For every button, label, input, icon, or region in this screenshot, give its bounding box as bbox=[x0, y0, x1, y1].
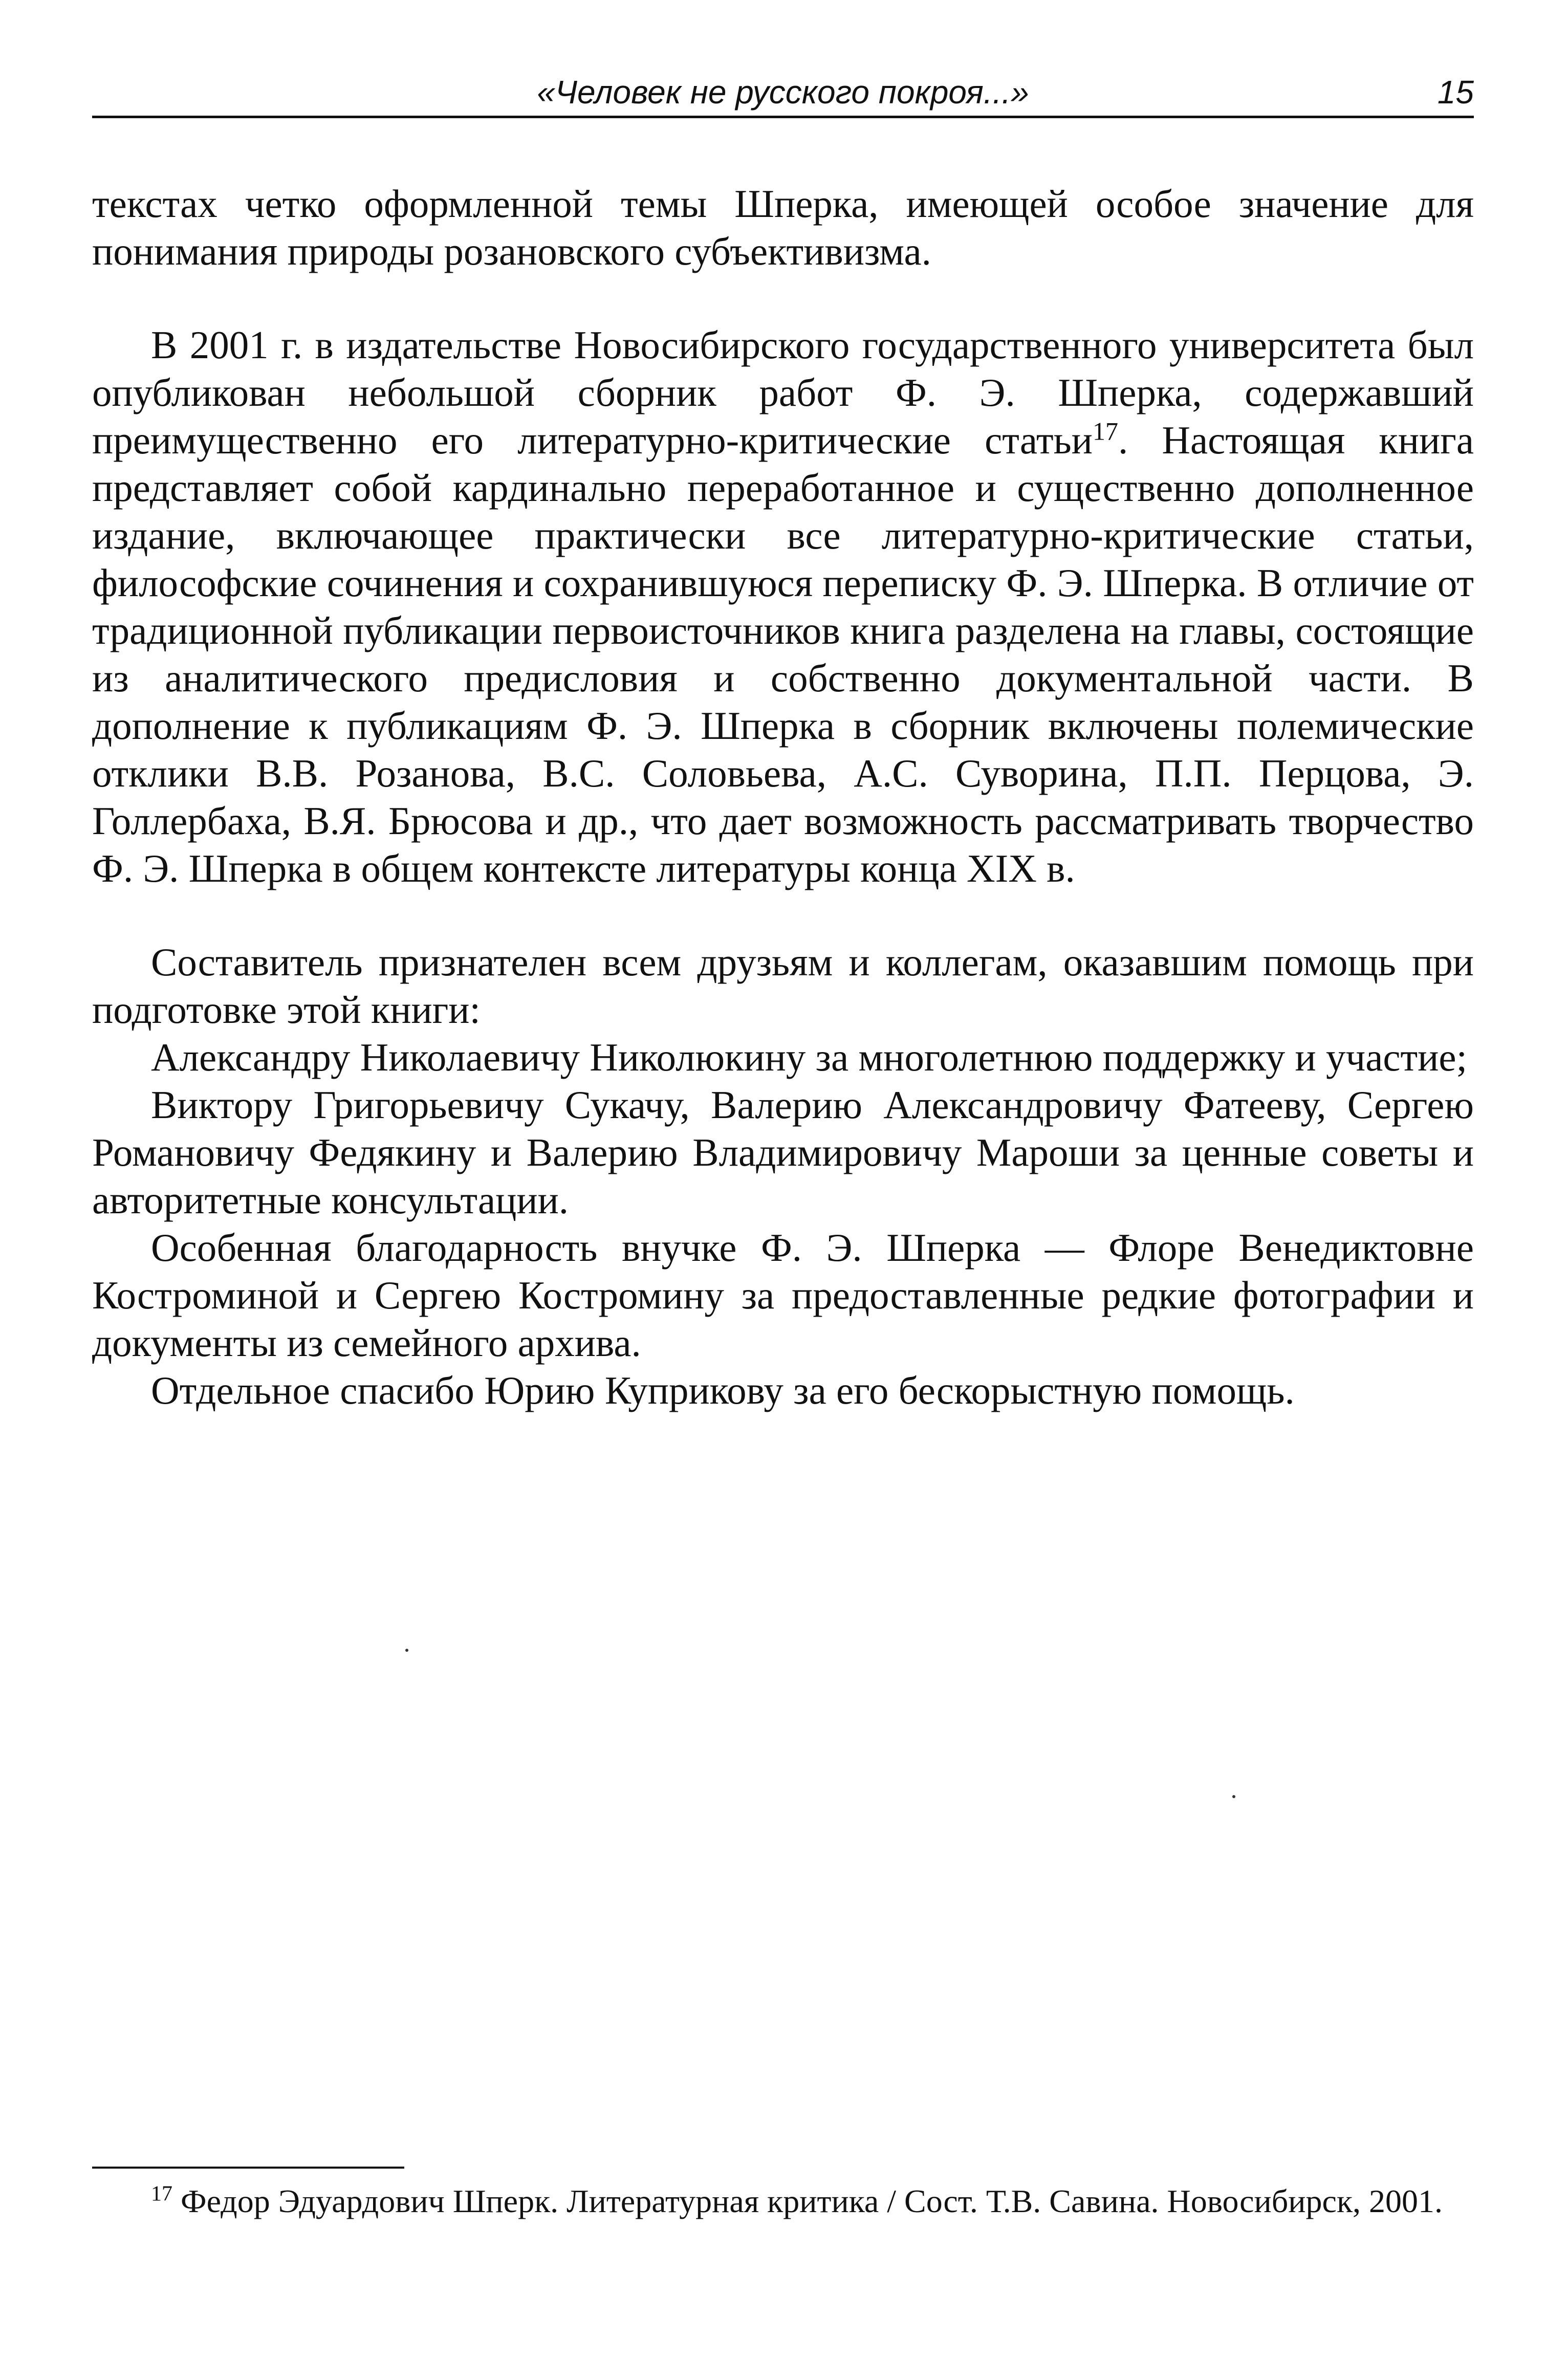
paragraph-text: . Настоящая книга представляет собой кардинально переработанное и существенно дополненное издание, включающее практически все литературно-критические статьи, философские сочинения и сохранившуюся переписку Ф. Э. Шперка. В отличие от традиционной публикации первоисточников книга разделена на главы, состоящие из аналитического предисловия и собственно документальной части. В дополнение к публикациям Ф. Э. Шперка в сборник включены полемические отклики В.В. Розанова, В.С. Соловьева, А.С. Суворина, П.П. Перцова, Э. Голлербаха, В.Я. Брюсова и др., что дает возможность рассматривать творчество Ф. Э. Шперка в общем контексте литературы конца XIX в. bbox=[92, 418, 1474, 890]
footnote-text: Федор Эдуардович Шперк. Литературная критика / Сост. Т.В. Савина. Новосибирск, 2001. bbox=[172, 2183, 1443, 2219]
paragraph-acknowledgement: Александру Николаевичу Николюкину за многолетнюю поддержку и участие; bbox=[151, 1035, 1467, 1079]
paragraph-publication-history bbox=[92, 321, 1474, 892]
paragraph-acknowledgement: Виктору Григорьевичу Сукачу, Валерию Александровичу Фатееву, Сергею Романовичу Федякину и Валерию Владимировичу Мароши за ценные советы и авторитетные консультации. bbox=[92, 1083, 1474, 1222]
paragraph-acknowledgement-intro: Составитель признателен всем друзьям и коллегам, оказавшим помощь при подготовке этой книги: bbox=[92, 940, 1474, 1032]
page-number: 15 bbox=[1437, 74, 1474, 111]
running-title: «Человек не русского покроя...» bbox=[537, 74, 1029, 111]
body-text bbox=[92, 180, 1474, 1414]
footnote-reference: 17 bbox=[1093, 417, 1119, 446]
paragraph-acknowledgement: Отдельное спасибо Юрию Куприкову за его бескорыстную помощь. bbox=[151, 1368, 1295, 1412]
paragraph-text: В 2001 г. в издательстве Новосибирского государственного университета был опубликован небольшой сборник работ Ф. Э. Шперка, содержавший преимущественно его литературно-критические статьи bbox=[92, 323, 1474, 462]
paragraph-acknowledgement: Особенная благодарность внучке Ф. Э. Шперка — Флоре Венедиктовне Костроминой и Сергею Костромину за предоставленные редкие фотографии и документы из семейного архива. bbox=[92, 1226, 1474, 1365]
footnote bbox=[92, 2179, 1474, 2224]
header-rule bbox=[92, 116, 1474, 118]
running-head bbox=[92, 67, 1474, 118]
print-speck bbox=[405, 1649, 408, 1652]
footnote-number: 17 bbox=[151, 2182, 172, 2206]
footnote-rule bbox=[92, 2167, 404, 2169]
paragraph-continuation: текстах четко оформленной темы Шперка, имеющей особое значение для понимания природы розановского субъективизма. bbox=[92, 182, 1474, 273]
print-speck bbox=[1232, 1795, 1235, 1798]
book-page bbox=[92, 0, 1474, 2360]
